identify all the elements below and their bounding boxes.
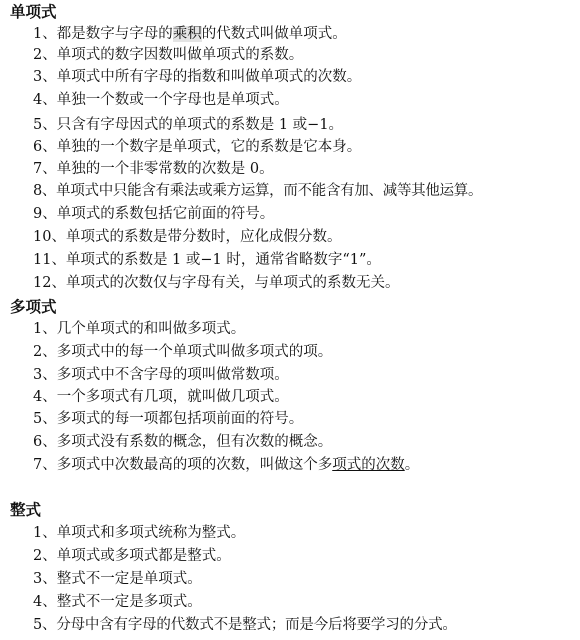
- item-number: 10、: [33, 229, 66, 245]
- list-item: [33, 159, 274, 179]
- underlined-text: 项式的次数: [332, 457, 405, 473]
- item-text: 多项式没有系数的概念，但有次数的概念。: [56, 434, 333, 450]
- item-number: 5、: [33, 411, 57, 427]
- item-number: 3、: [33, 571, 57, 587]
- item-number: 4、: [33, 92, 57, 108]
- list-item: [33, 115, 343, 135]
- item-text: 都是数字与字母的: [56, 26, 173, 42]
- item-text: 多项式中不含字母的项叫做常数项。: [56, 367, 289, 383]
- highlighted-text: 乘积: [172, 26, 202, 42]
- item-text: 单独一个数或一个字母也是单项式。: [56, 92, 289, 108]
- item-text: 单项式和多项式统称为整式。: [56, 525, 246, 541]
- list-item: [33, 67, 361, 87]
- list-item: [33, 409, 303, 429]
- item-text: 单项式中只能含有乘法或乘方运算，而不能含有加、减等其他运算。: [56, 183, 483, 199]
- item-text: 单独的一个非零常数的次数是 0。: [56, 161, 274, 177]
- list-item: [33, 227, 341, 247]
- list-item: [33, 24, 347, 44]
- section-heading-monomial: 单项式: [10, 2, 57, 21]
- item-text: 单项式的次数仅与字母有关，与单项式的系数无关。: [65, 275, 400, 291]
- item-text: 单项式的系数是带分数时，应化成假分数。: [65, 229, 342, 245]
- item-text: 单项式的系数是 1 或−1 时，通常省略数字“1”。: [65, 252, 381, 268]
- item-text: 一个多项式有几项，就叫做几项式。: [56, 389, 289, 405]
- list-item: [33, 342, 332, 362]
- item-text: 单独的一个数字是单项式，它的系数是它本身。: [56, 139, 362, 155]
- list-item: [33, 250, 381, 270]
- item-number: 4、: [33, 389, 57, 405]
- item-text: 整式不一定是单项式。: [56, 571, 202, 587]
- item-number: 7、: [33, 457, 57, 473]
- item-text: 只含有字母因式的单项式的系数是 1 或−1。: [56, 117, 344, 133]
- item-text: 多项式中的每一个单项式叫做多项式的项。: [56, 344, 333, 360]
- item-number: 2、: [33, 344, 57, 360]
- item-text: 的代数式叫做单项式。: [201, 26, 347, 42]
- item-number: 3、: [33, 367, 57, 383]
- item-text: 多项式的每一项都包括项前面的符号。: [56, 411, 304, 427]
- list-item: [33, 273, 399, 293]
- item-number: 8、: [33, 183, 57, 199]
- list-item: [33, 432, 332, 452]
- list-item: [33, 181, 482, 201]
- item-text: 分母中含有字母的代数式不是整式；而是今后将要学习的分式。: [56, 617, 457, 633]
- item-number: 7、: [33, 161, 57, 177]
- section-heading-integral-expression: 整式: [10, 500, 42, 519]
- item-number: 5、: [33, 617, 57, 633]
- item-text: 多项式中次数最高的项的次数，叫做这个多: [56, 457, 333, 473]
- item-number: 9、: [33, 206, 57, 222]
- list-item: [33, 204, 274, 224]
- list-item: [33, 523, 245, 543]
- item-number: 3、: [33, 69, 57, 85]
- item-number: 2、: [33, 47, 57, 63]
- item-number: 4、: [33, 594, 57, 610]
- list-item: [33, 365, 289, 385]
- item-number: 6、: [33, 139, 57, 155]
- item-text: 单项式的数字因数叫做单项式的系数。: [56, 47, 304, 63]
- item-text: 整式不一定是多项式。: [56, 594, 202, 610]
- list-item: [33, 387, 289, 407]
- list-item: [33, 45, 303, 65]
- list-item: [33, 615, 457, 635]
- item-text: 单项式的系数包括它前面的符号。: [56, 206, 275, 222]
- item-text: 单项式中所有字母的指数和叫做单项式的次数。: [56, 69, 362, 85]
- item-number: 1、: [33, 26, 57, 42]
- item-number: 5、: [33, 117, 57, 133]
- list-item: [33, 455, 419, 475]
- item-number: 1、: [33, 321, 57, 337]
- item-text: 几个单项式的和叫做多项式。: [56, 321, 246, 337]
- item-text: 单项式或多项式都是整式。: [56, 548, 231, 564]
- list-item: [33, 319, 245, 339]
- list-item: [33, 90, 289, 110]
- item-number: 11、: [33, 252, 66, 268]
- item-number: 2、: [33, 548, 57, 564]
- list-item: [33, 546, 231, 566]
- section-heading-polynomial: 多项式: [10, 297, 57, 316]
- item-number: 6、: [33, 434, 57, 450]
- list-item: [33, 592, 202, 612]
- list-item: [33, 137, 361, 157]
- list-item: [33, 569, 202, 589]
- item-text: 。: [404, 457, 420, 473]
- item-number: 1、: [33, 525, 57, 541]
- item-number: 12、: [33, 275, 66, 291]
